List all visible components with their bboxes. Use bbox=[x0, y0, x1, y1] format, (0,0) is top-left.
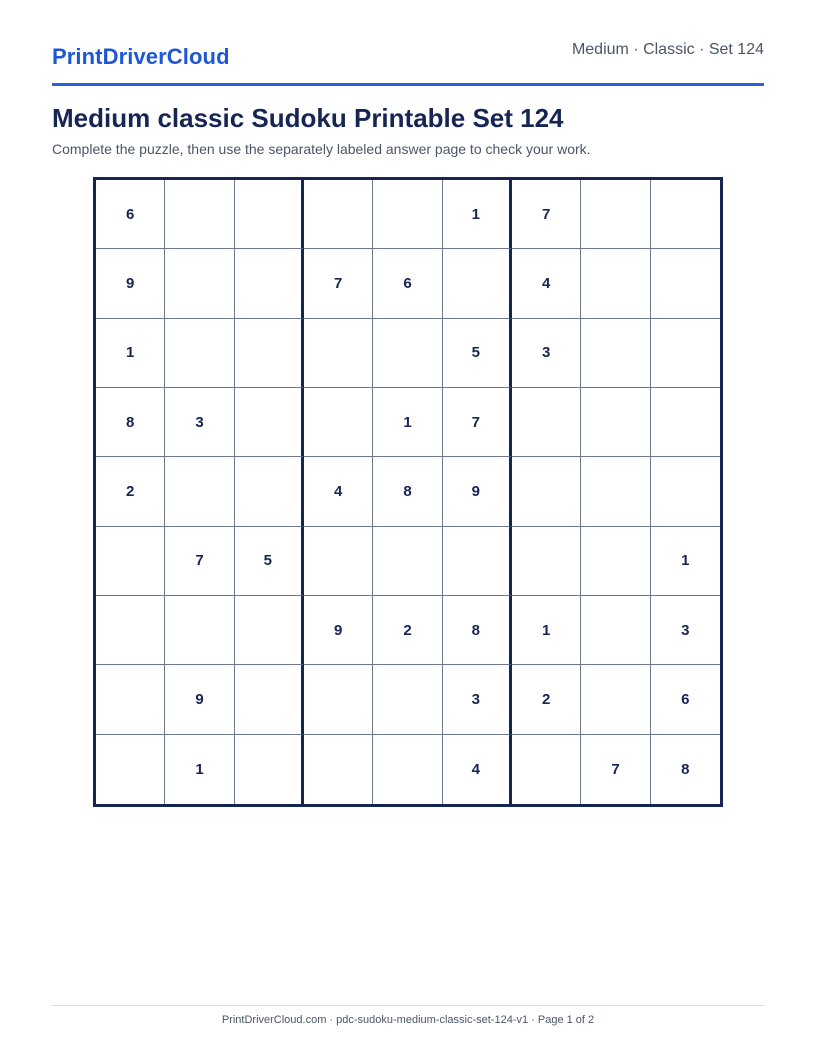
sudoku-cell bbox=[165, 249, 234, 318]
sudoku-cell: 7 bbox=[165, 527, 234, 596]
sudoku-cell: 8 bbox=[96, 388, 165, 457]
sudoku-cell: 9 bbox=[443, 457, 512, 526]
sudoku-cell: 6 bbox=[651, 665, 720, 734]
sudoku-cell: 3 bbox=[165, 388, 234, 457]
puzzle-meta: Medium · Classic · Set 124 bbox=[571, 41, 764, 58]
sudoku-cell bbox=[581, 665, 650, 734]
sudoku-cell bbox=[373, 665, 442, 734]
sudoku-cell: 7 bbox=[304, 249, 373, 318]
sudoku-cell: 8 bbox=[373, 457, 442, 526]
sudoku-cell: 9 bbox=[304, 596, 373, 665]
sudoku-cell bbox=[304, 319, 373, 388]
sudoku-cell: 1 bbox=[373, 388, 442, 457]
sudoku-cell bbox=[373, 319, 442, 388]
page-header bbox=[52, 38, 764, 86]
page-title: Medium classic Sudoku Printable Set 124 bbox=[52, 103, 564, 133]
sudoku-cell bbox=[304, 665, 373, 734]
sudoku-cell: 8 bbox=[681, 760, 690, 778]
sudoku-grid bbox=[93, 177, 723, 807]
sudoku-cell bbox=[581, 596, 650, 665]
sudoku-cell bbox=[165, 319, 234, 388]
sudoku-cell bbox=[581, 319, 650, 388]
sudoku-cell bbox=[235, 596, 304, 665]
sudoku-cell bbox=[512, 735, 581, 804]
sudoku-cell bbox=[165, 457, 234, 526]
sudoku-cell bbox=[96, 527, 165, 596]
sudoku-cell bbox=[651, 249, 720, 318]
sudoku-cell bbox=[581, 457, 650, 526]
sudoku-cell bbox=[373, 735, 442, 804]
sudoku-cell: 5 bbox=[443, 319, 512, 388]
page-footer: PrintDriverCloud.com · pdc-sudoku-medium-classic-set-124-v1 · Page 1 of 2 bbox=[221, 1014, 595, 1026]
sudoku-cell: 7 bbox=[581, 735, 650, 804]
sudoku-cell bbox=[581, 249, 650, 318]
page-subtitle: Complete the puzzle, then use the separately labeled answer page to check your work. bbox=[52, 141, 591, 157]
sudoku-cell bbox=[443, 527, 512, 596]
sudoku-cell bbox=[96, 665, 165, 734]
sudoku-cell bbox=[581, 527, 650, 596]
sudoku-cell: 4 bbox=[304, 457, 373, 526]
sudoku-cell bbox=[512, 388, 581, 457]
sudoku-cell: 4 bbox=[512, 249, 581, 318]
sudoku-cell bbox=[165, 180, 234, 249]
sudoku-cell bbox=[235, 457, 304, 526]
footer-divider bbox=[52, 1005, 764, 1006]
sudoku-cell bbox=[651, 388, 720, 457]
sudoku-cell: 7 bbox=[512, 180, 581, 249]
sudoku-cell: 1 bbox=[165, 735, 234, 804]
sudoku-cell bbox=[235, 735, 304, 804]
sudoku-cell bbox=[304, 735, 373, 804]
sudoku-cell bbox=[235, 319, 304, 388]
brand-logo-text[interactable]: PrintDriverCloud bbox=[52, 44, 230, 69]
sudoku-cell: 2 bbox=[373, 596, 442, 665]
sudoku-cell: 4 bbox=[443, 735, 512, 804]
sudoku-cell: 6 bbox=[373, 249, 442, 318]
sudoku-cell bbox=[651, 457, 720, 526]
sudoku-cell bbox=[581, 180, 650, 249]
sudoku-cell bbox=[235, 180, 304, 249]
sudoku-cell bbox=[235, 249, 304, 318]
sudoku-cell: 3 bbox=[651, 596, 720, 665]
sudoku-cell bbox=[512, 457, 581, 526]
sudoku-cell bbox=[96, 735, 165, 804]
sudoku-cell: 8 bbox=[443, 596, 512, 665]
sudoku-cell bbox=[651, 180, 720, 249]
sudoku-cell: 1 bbox=[512, 596, 581, 665]
sudoku-cell bbox=[443, 249, 512, 318]
sudoku-cell bbox=[304, 180, 373, 249]
sudoku-cell: 1 bbox=[443, 180, 512, 249]
sudoku-cell: 1 bbox=[96, 319, 165, 388]
sudoku-cell bbox=[235, 388, 304, 457]
sudoku-cell bbox=[373, 180, 442, 249]
sudoku-cell bbox=[304, 388, 373, 457]
sudoku-cell: 9 bbox=[165, 665, 234, 734]
sudoku-cell: 1 bbox=[651, 527, 720, 596]
sudoku-cell bbox=[512, 527, 581, 596]
sudoku-cell: 3 bbox=[443, 665, 512, 734]
sudoku-cell: 9 bbox=[96, 249, 165, 318]
sudoku-cell: 2 bbox=[512, 665, 581, 734]
sudoku-cell: 3 bbox=[512, 319, 581, 388]
sudoku-cell bbox=[96, 596, 165, 665]
sudoku-cell: 6 bbox=[96, 180, 165, 249]
sudoku-cell: 2 bbox=[96, 457, 165, 526]
sudoku-cell bbox=[373, 527, 442, 596]
sudoku-cell bbox=[304, 527, 373, 596]
sudoku-cell bbox=[235, 665, 304, 734]
sudoku-cell: 5 bbox=[235, 527, 304, 596]
sudoku-cell bbox=[165, 596, 234, 665]
sudoku-cell bbox=[581, 388, 650, 457]
sudoku-cell bbox=[651, 319, 720, 388]
sudoku-cell: 7 bbox=[443, 388, 512, 457]
